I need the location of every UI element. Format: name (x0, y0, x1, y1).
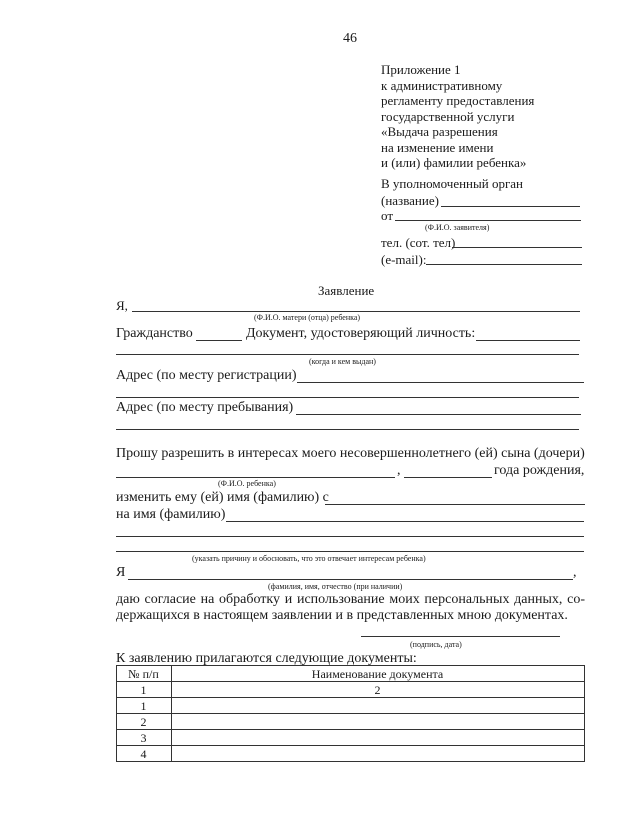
i-label-2: Я (116, 565, 126, 580)
appendix-header (381, 62, 534, 171)
applicant-name-field[interactable] (395, 220, 581, 221)
comma: , (397, 463, 401, 478)
old-name-field[interactable] (325, 504, 585, 505)
i-label: Я, (116, 298, 128, 313)
table-header-number: № п/п (128, 667, 159, 681)
email-field[interactable] (426, 264, 582, 265)
to-name-label: на имя (фамилию) (116, 507, 226, 522)
phone-label: тел. (сот. тел) (381, 235, 456, 250)
reason-caption: (указать причину и обосновать, что это отвечает интересам ребенка) (192, 554, 426, 563)
appendix-line: и (или) фамилии ребенка» (381, 155, 527, 170)
child-name-field[interactable] (116, 477, 395, 478)
table-cell-number: 4 (140, 747, 147, 761)
authority-name-label: (название) (381, 193, 439, 208)
id-document-field[interactable] (476, 340, 580, 341)
table-rule (116, 713, 585, 714)
issued-caption: (когда и кем выдан) (309, 357, 376, 366)
child-caption: (Ф.И.О. ребенка) (218, 479, 276, 488)
table-header-name: Наименование документа (311, 667, 444, 681)
appendix-line: Приложение 1 (381, 62, 461, 77)
table-rule (116, 681, 585, 682)
reason-field-1[interactable] (116, 536, 584, 537)
signature-caption: (подпись, дата) (410, 640, 462, 649)
table-cell-number: 1 (140, 683, 147, 697)
registration-label: Адрес (по месту регистрации) (116, 368, 297, 383)
id-issued-field[interactable] (116, 354, 579, 355)
table-cell-number: 1 (140, 699, 147, 713)
registration-field-2[interactable] (116, 397, 579, 398)
table-cell-number: 3 (140, 731, 147, 745)
email-label: (e-mail): (381, 252, 427, 267)
id-document-label: Документ, удостоверяющий личность: (246, 326, 476, 341)
appendix-line: регламенту предоставления (381, 93, 535, 108)
table-rule (116, 697, 585, 698)
stay-field-2[interactable] (116, 429, 579, 430)
consent-line-2: держащихся в настоящем заявлении и в представленных мною документах. (116, 608, 568, 623)
parent-name-field[interactable] (132, 311, 580, 312)
appendix-line: «Выдача разрешения (381, 124, 498, 139)
authority-name-field[interactable] (441, 206, 580, 207)
stay-field[interactable] (296, 414, 581, 415)
stay-label: Адрес (по месту пребывания) (116, 400, 294, 415)
parent-caption: (Ф.И.О. матери (отца) ребенка) (254, 313, 361, 322)
birth-year-label: года рождения, (494, 463, 585, 478)
signature-field[interactable] (361, 636, 560, 637)
table-rule (584, 665, 585, 761)
new-name-field[interactable] (226, 521, 584, 522)
change-label: изменить ему (ей) имя (фамилию) с (116, 490, 329, 505)
birth-year-field[interactable] (404, 477, 492, 478)
page-number: 46 (343, 31, 357, 46)
phone-field[interactable] (452, 247, 582, 248)
table-cell-number: 2 (140, 715, 147, 729)
fullname-caption: (фамилия, имя, отчество (при наличии) (268, 582, 403, 591)
to-authority: В уполномоченный орган (381, 176, 524, 191)
citizenship-field[interactable] (196, 340, 242, 341)
table-rule (116, 761, 585, 762)
form-title: Заявление (318, 283, 375, 298)
comma: , (573, 565, 577, 580)
citizenship-label: Гражданство (116, 326, 193, 341)
consent-line-1: даю согласие на обработку и использование моих персональных данных, со- (116, 592, 585, 607)
table-cell-name: 2 (374, 683, 381, 697)
table-rule (116, 729, 585, 730)
from-label: от (381, 208, 394, 223)
table-rule (116, 745, 585, 746)
appendix-line: на изменение имени (381, 139, 494, 155)
appendix-line: государственной услуги (381, 108, 515, 124)
attachments-label: К заявлению прилагаются следующие документы: (116, 651, 417, 666)
applicant-caption: (Ф.И.О. заявителя) (425, 223, 490, 232)
appendix-line: к административному (381, 77, 503, 93)
table-rule (116, 665, 585, 666)
fullname-field[interactable] (128, 579, 573, 580)
reason-field-2[interactable] (116, 551, 584, 552)
request-text: Прошу разрешить в интересах моего несовершеннолетнего (ей) сына (дочери) (116, 446, 585, 461)
registration-field[interactable] (297, 382, 584, 383)
